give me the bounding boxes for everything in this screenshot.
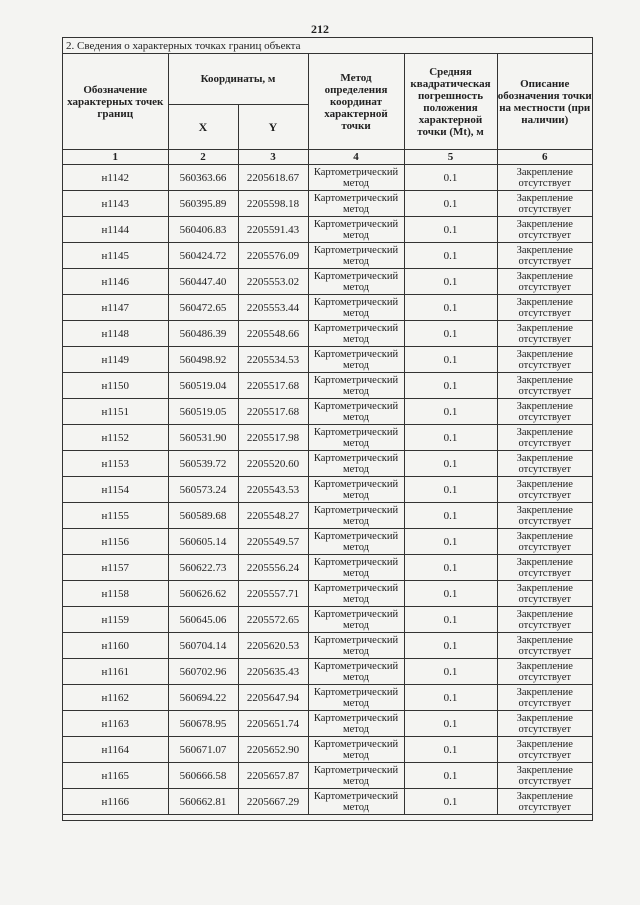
column-number: 2 xyxy=(168,150,238,165)
cell-y: 2205557.71 xyxy=(238,581,308,607)
page-number: 212 xyxy=(311,22,329,36)
cell-y: 2205543.53 xyxy=(238,477,308,503)
cell-description: Закрепление отсутствует xyxy=(497,789,592,815)
cell-accuracy: 0.1 xyxy=(404,529,497,555)
cell-y: 2205549.57 xyxy=(238,529,308,555)
cell-description: Закрепление отсутствует xyxy=(497,321,592,347)
cell-description: Закрепление отсутствует xyxy=(497,295,592,321)
table-row xyxy=(63,659,592,685)
cell-point-name: н1143 xyxy=(63,191,168,217)
cell-y: 2205652.90 xyxy=(238,737,308,763)
table-row xyxy=(63,763,592,789)
cell-y: 2205635.43 xyxy=(238,659,308,685)
cell-description: Закрепление отсутствует xyxy=(497,581,592,607)
cell-y: 2205651.74 xyxy=(238,711,308,737)
cell-point-name: н1151 xyxy=(63,399,168,425)
cell-y: 2205657.87 xyxy=(238,763,308,789)
cell-method: Картометрический метод xyxy=(308,529,404,555)
cell-point-name: н1153 xyxy=(63,451,168,477)
table-row xyxy=(63,503,592,529)
table-row xyxy=(63,581,592,607)
table-row xyxy=(63,477,592,503)
cell-description: Закрепление отсутствует xyxy=(497,347,592,373)
cell-x: 560406.83 xyxy=(168,217,238,243)
cell-point-name: н1156 xyxy=(63,529,168,555)
table-row xyxy=(63,269,592,295)
table-row xyxy=(63,191,592,217)
cell-y: 2205534.53 xyxy=(238,347,308,373)
cell-x: 560472.65 xyxy=(168,295,238,321)
cell-x: 560519.05 xyxy=(168,399,238,425)
cell-y: 2205517.68 xyxy=(238,373,308,399)
cell-point-name: н1164 xyxy=(63,737,168,763)
cell-accuracy: 0.1 xyxy=(404,503,497,529)
table-row xyxy=(63,555,592,581)
cell-point-name: н1154 xyxy=(63,477,168,503)
table-row xyxy=(63,295,592,321)
cell-method: Картометрический метод xyxy=(308,217,404,243)
cell-x: 560678.95 xyxy=(168,711,238,737)
cell-method: Картометрический метод xyxy=(308,659,404,685)
cell-x: 560424.72 xyxy=(168,243,238,269)
cell-description: Закрепление отсутствует xyxy=(497,165,592,191)
cell-method: Картометрический метод xyxy=(308,737,404,763)
table-row xyxy=(63,529,592,555)
cell-accuracy: 0.1 xyxy=(404,191,497,217)
cell-method: Картометрический метод xyxy=(308,503,404,529)
cell-accuracy: 0.1 xyxy=(404,217,497,243)
cell-description: Закрепление отсутствует xyxy=(497,659,592,685)
cell-description: Закрепление отсутствует xyxy=(497,685,592,711)
column-number: 6 xyxy=(497,150,592,165)
cell-accuracy: 0.1 xyxy=(404,477,497,503)
column-number: 1 xyxy=(63,150,168,165)
cell-point-name: н1152 xyxy=(63,425,168,451)
cell-y: 2205618.67 xyxy=(238,165,308,191)
cell-description: Закрепление отсутствует xyxy=(497,711,592,737)
cell-point-name: н1165 xyxy=(63,763,168,789)
cell-description: Закрепление отсутствует xyxy=(497,243,592,269)
cell-method: Картометрический метод xyxy=(308,347,404,373)
cell-point-name: н1159 xyxy=(63,607,168,633)
cell-accuracy: 0.1 xyxy=(404,737,497,763)
section-title: 2. Сведения о характерных точках границ объекта xyxy=(63,38,592,54)
table-row xyxy=(63,347,592,373)
cell-y: 2205548.27 xyxy=(238,503,308,529)
cell-description: Закрепление отсутствует xyxy=(497,217,592,243)
cell-x: 560702.96 xyxy=(168,659,238,685)
cell-accuracy: 0.1 xyxy=(404,685,497,711)
cell-x: 560363.66 xyxy=(168,165,238,191)
cell-x: 560589.68 xyxy=(168,503,238,529)
table-tail-row xyxy=(63,815,592,831)
table-row xyxy=(63,399,592,425)
cell-method: Картометрический метод xyxy=(308,165,404,191)
cell-description: Закрепление отсутствует xyxy=(497,399,592,425)
header-accuracy: Средняя квадратическая погрешность положения характерной точки (Mt), м xyxy=(404,54,497,150)
cell-y: 2205620.53 xyxy=(238,633,308,659)
cell-method: Картометрический метод xyxy=(308,425,404,451)
header-x: X xyxy=(168,105,238,150)
column-number: 3 xyxy=(238,150,308,165)
cell-description: Закрепление отсутствует xyxy=(497,737,592,763)
cell-point-name: н1155 xyxy=(63,503,168,529)
table-row xyxy=(63,607,592,633)
cell-y: 2205517.98 xyxy=(238,425,308,451)
cell-method: Картометрический метод xyxy=(308,399,404,425)
cell-x: 560704.14 xyxy=(168,633,238,659)
cell-method: Картометрический метод xyxy=(308,295,404,321)
cell-x: 560671.07 xyxy=(168,737,238,763)
cell-accuracy: 0.1 xyxy=(404,399,497,425)
cell-description: Закрепление отсутствует xyxy=(497,633,592,659)
cell-description: Закрепление отсутствует xyxy=(497,607,592,633)
cell-x: 560694.22 xyxy=(168,685,238,711)
cell-point-name: н1158 xyxy=(63,581,168,607)
header-y: Y xyxy=(238,105,308,150)
cell-method: Картометрический метод xyxy=(308,633,404,659)
cell-accuracy: 0.1 xyxy=(404,269,497,295)
cell-method: Картометрический метод xyxy=(308,555,404,581)
cell-x: 560573.24 xyxy=(168,477,238,503)
cell-method: Картометрический метод xyxy=(308,607,404,633)
cell-point-name: н1157 xyxy=(63,555,168,581)
cell-method: Картометрический метод xyxy=(308,373,404,399)
cell-x: 560519.04 xyxy=(168,373,238,399)
cell-description: Закрепление отсутствует xyxy=(497,269,592,295)
cell-method: Картометрический метод xyxy=(308,321,404,347)
cell-accuracy: 0.1 xyxy=(404,321,497,347)
cell-description: Закрепление отсутствует xyxy=(497,529,592,555)
table-row xyxy=(63,373,592,399)
cell-method: Картометрический метод xyxy=(308,269,404,295)
cell-accuracy: 0.1 xyxy=(404,295,497,321)
cell-y: 2205572.65 xyxy=(238,607,308,633)
cell-point-name: н1147 xyxy=(63,295,168,321)
table-row xyxy=(63,685,592,711)
cell-accuracy: 0.1 xyxy=(404,425,497,451)
cell-description: Закрепление отсутствует xyxy=(497,503,592,529)
cell-y: 2205556.24 xyxy=(238,555,308,581)
cell-x: 560666.58 xyxy=(168,763,238,789)
table-row xyxy=(63,737,592,763)
cell-y: 2205667.29 xyxy=(238,789,308,815)
cell-point-name: н1166 xyxy=(63,789,168,815)
cell-description: Закрепление отсутствует xyxy=(497,191,592,217)
cell-x: 560626.62 xyxy=(168,581,238,607)
cell-x: 560395.89 xyxy=(168,191,238,217)
document-frame xyxy=(62,37,593,821)
cell-accuracy: 0.1 xyxy=(404,633,497,659)
cell-y: 2205647.94 xyxy=(238,685,308,711)
cell-x: 560486.39 xyxy=(168,321,238,347)
cell-y: 2205548.66 xyxy=(238,321,308,347)
header-designation: Обозначение характерных точек границ xyxy=(63,54,168,150)
cell-y: 2205576.09 xyxy=(238,243,308,269)
column-number: 5 xyxy=(404,150,497,165)
table-row xyxy=(63,711,592,737)
table-row xyxy=(63,451,592,477)
cell-point-name: н1163 xyxy=(63,711,168,737)
cell-description: Закрепление отсутствует xyxy=(497,477,592,503)
column-number: 4 xyxy=(308,150,404,165)
table-body xyxy=(63,165,592,815)
cell-y: 2205520.60 xyxy=(238,451,308,477)
cell-accuracy: 0.1 xyxy=(404,763,497,789)
cell-y: 2205517.68 xyxy=(238,399,308,425)
cell-y: 2205553.02 xyxy=(238,269,308,295)
cell-accuracy: 0.1 xyxy=(404,451,497,477)
cell-y: 2205598.18 xyxy=(238,191,308,217)
cell-accuracy: 0.1 xyxy=(404,711,497,737)
cell-method: Картометрический метод xyxy=(308,477,404,503)
table-row xyxy=(63,217,592,243)
cell-x: 560539.72 xyxy=(168,451,238,477)
table-row xyxy=(63,789,592,815)
cell-point-name: н1148 xyxy=(63,321,168,347)
cell-point-name: н1146 xyxy=(63,269,168,295)
cell-point-name: н1150 xyxy=(63,373,168,399)
cell-point-name: н1145 xyxy=(63,243,168,269)
cell-accuracy: 0.1 xyxy=(404,659,497,685)
cell-x: 560531.90 xyxy=(168,425,238,451)
cell-description: Закрепление отсутствует xyxy=(497,555,592,581)
cell-method: Картометрический метод xyxy=(308,581,404,607)
header-description: Описание обозначения точки на местности (при наличии) xyxy=(497,54,592,150)
cell-accuracy: 0.1 xyxy=(404,607,497,633)
cell-accuracy: 0.1 xyxy=(404,243,497,269)
cell-point-name: н1160 xyxy=(63,633,168,659)
boundary-points-table xyxy=(63,54,592,815)
cell-point-name: н1144 xyxy=(63,217,168,243)
cell-x: 560447.40 xyxy=(168,269,238,295)
cell-point-name: н1149 xyxy=(63,347,168,373)
header-method: Метод определения координат характерной точки xyxy=(308,54,404,150)
header-coordinates: Координаты, м xyxy=(168,54,308,105)
table-row xyxy=(63,425,592,451)
table-row xyxy=(63,165,592,191)
table-row xyxy=(63,321,592,347)
cell-accuracy: 0.1 xyxy=(404,165,497,191)
cell-description: Закрепление отсутствует xyxy=(497,373,592,399)
cell-accuracy: 0.1 xyxy=(404,373,497,399)
cell-accuracy: 0.1 xyxy=(404,555,497,581)
cell-accuracy: 0.1 xyxy=(404,789,497,815)
cell-x: 560498.92 xyxy=(168,347,238,373)
cell-description: Закрепление отсутствует xyxy=(497,425,592,451)
table-row xyxy=(63,243,592,269)
cell-x: 560605.14 xyxy=(168,529,238,555)
cell-x: 560622.73 xyxy=(168,555,238,581)
cell-method: Картометрический метод xyxy=(308,243,404,269)
cell-description: Закрепление отсутствует xyxy=(497,451,592,477)
cell-point-name: н1162 xyxy=(63,685,168,711)
cell-method: Картометрический метод xyxy=(308,711,404,737)
cell-accuracy: 0.1 xyxy=(404,581,497,607)
cell-method: Картометрический метод xyxy=(308,685,404,711)
cell-x: 560662.81 xyxy=(168,789,238,815)
cell-point-name: н1161 xyxy=(63,659,168,685)
cell-method: Картометрический метод xyxy=(308,191,404,217)
cell-method: Картометрический метод xyxy=(308,763,404,789)
table-row xyxy=(63,633,592,659)
cell-description: Закрепление отсутствует xyxy=(497,763,592,789)
cell-method: Картометрический метод xyxy=(308,451,404,477)
cell-method: Картометрический метод xyxy=(308,789,404,815)
cell-x: 560645.06 xyxy=(168,607,238,633)
cell-y: 2205553.44 xyxy=(238,295,308,321)
cell-y: 2205591.43 xyxy=(238,217,308,243)
cell-accuracy: 0.1 xyxy=(404,347,497,373)
cell-point-name: н1142 xyxy=(63,165,168,191)
